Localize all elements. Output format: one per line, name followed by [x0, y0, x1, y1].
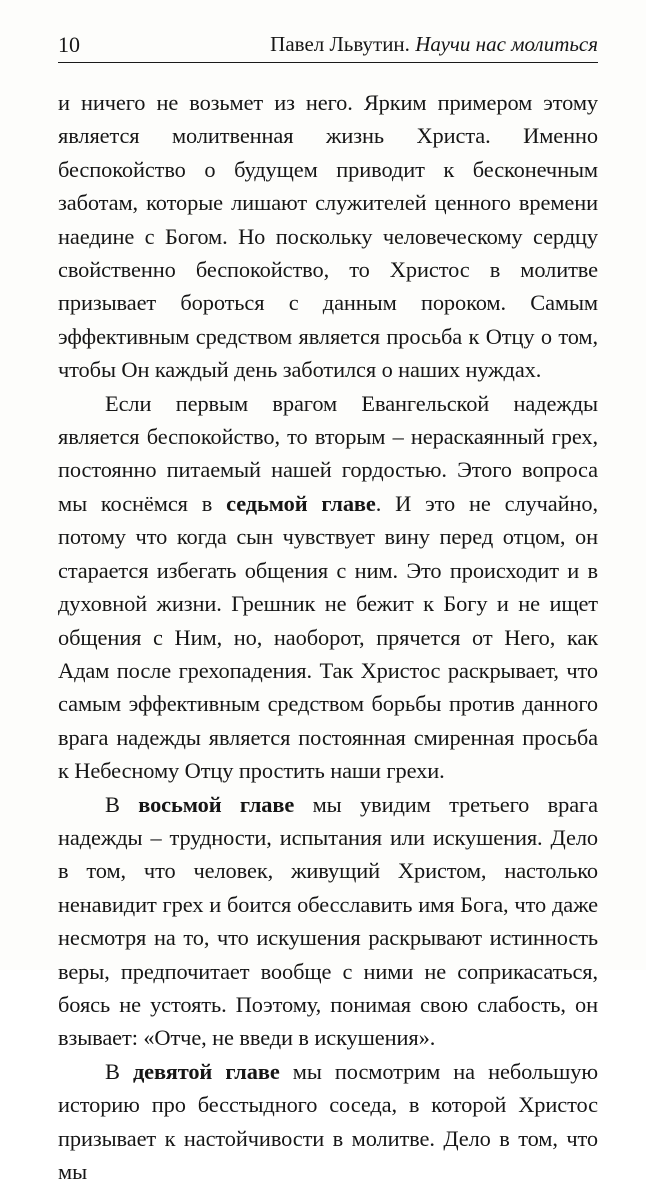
paragraph: [58, 86, 598, 387]
body-text: [58, 86, 598, 1188]
paragraph-text: мы увидим третьего врага надежды – трудности, испытания или искушения. Дело в том, что человек, живущий Христом, настолько ненавидит грех и боится обесславить имя Бога, что даже несмотря на то, что искушения раскрывают истинность веры, предпочитает вообще с ними не соприкасаться, боясь не устоять. Поэтому, понимая свою слабость, он взывает: «Отче, не введи в искушения».: [58, 791, 598, 1051]
paragraph: [58, 788, 598, 1055]
running-header: [58, 28, 598, 63]
paragraph: [58, 1055, 598, 1188]
paragraph: [58, 387, 598, 788]
chapter-reference: девятой главе: [132, 1058, 280, 1084]
header-title: [270, 32, 598, 57]
paragraph-text: В: [105, 791, 139, 817]
paragraph-text: мы посмотрим на небольшую историю про бесстыдного соседа, в которой Христос призывает к настойчивости в молитве. Дело в том, что мы: [58, 1058, 598, 1184]
chapter-reference: восьмой главе: [138, 791, 295, 817]
page-number: 10: [58, 32, 80, 57]
header-author: Павел Львутин.: [270, 32, 410, 56]
paragraph-text: и ничего не возьмет из него. Ярким примером этому является молитвенная жизнь Христа. Именно беспокойство о будущем приводит к бесконечным заботам, которые лишают служителей ценного времени наедине с Богом. Но поскольку человеческому сердцу свойственно беспокойство, то Христос в молитве призывает бороться с данным пороком. Самым эффективным средством является просьба к Отцу о том, чтобы Он каждый день заботился о наших нуждах.: [58, 90, 598, 383]
chapter-reference: седьмой главе: [226, 490, 376, 516]
paragraph-text: . И это не случайно, потому что когда сын чувствует вину перед отцом, он старается избегать общения с ним. Это происходит и в духовной жизни. Грешник не бежит к Богу и не ищет общения с Ним, но, наоборот, прячется от Него, как Адам после грехопадения. Так Христос раскрывает, что самым эффективным средством борьбы против данного врага надежды является постоянная смиренная просьба к Небесному Отцу простить наши грехи.: [58, 490, 598, 784]
header-book-title: Научи нас молиться: [415, 32, 598, 56]
paragraph-text: В: [105, 1058, 133, 1084]
paragraph-text: Если первым врагом Евангельской надежды является беспокойство, то вторым – нераскаянный грех, постоянно питаемый нашей гордостью. Этого вопроса мы коснёмся в: [58, 390, 598, 516]
